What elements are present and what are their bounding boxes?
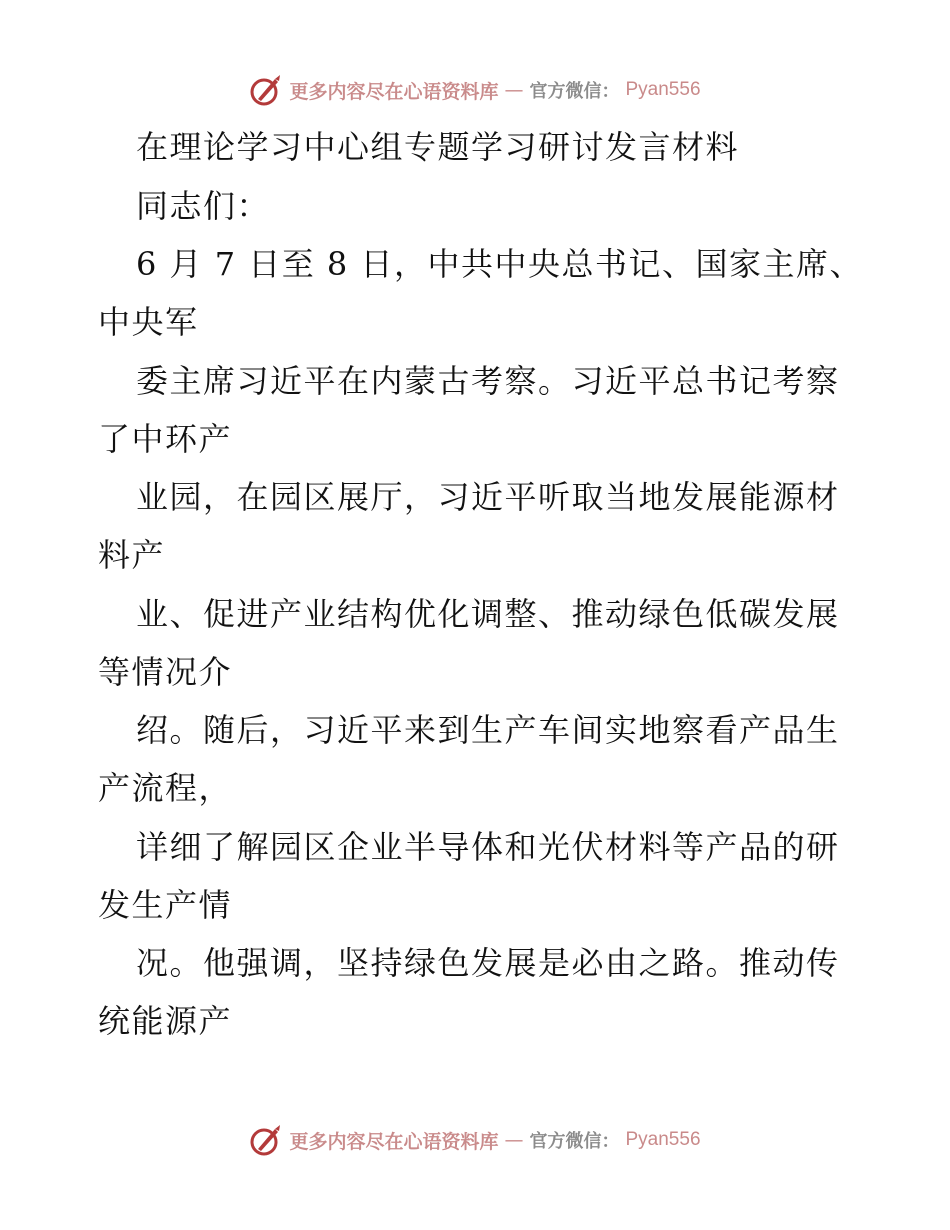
paragraph-line: 统能源产 [98, 1002, 233, 1040]
paragraph-line: 料产 [98, 536, 166, 574]
paragraph-line: 况。他强调，坚持绿色发展是必由之路。推动传 [136, 944, 840, 982]
watermark-dash: — [504, 79, 524, 101]
paragraph-line: 业园，在园区展厅，习近平听取当地发展能源材 [136, 478, 840, 516]
watermark-dash: — [504, 1129, 524, 1151]
paragraph-line: 等情况介 [98, 653, 233, 691]
paragraph-line: 绍。随后，习近平来到生产车间实地察看产品生 [136, 711, 840, 749]
quill-logo-icon [249, 1123, 283, 1157]
watermark-wechat-label: 官方微信： [529, 81, 620, 102]
header-watermark [0, 70, 950, 110]
paragraph-line: 发生产情 [98, 886, 233, 924]
paragraph-line: 中央军 [98, 303, 199, 341]
salutation: 同志们： [136, 187, 271, 225]
paragraph-line: 详细了解园区企业半导体和光伏材料等产品的研 [136, 828, 840, 866]
footer-watermark [0, 1120, 950, 1160]
watermark-wechat-id: Pyan556 [625, 79, 701, 100]
paragraph-line: 委主席习近平在内蒙古考察。习近平总书记考察 [136, 362, 840, 400]
document-title: 在理论学习中心组专题学习研讨发言材料 [136, 128, 740, 166]
paragraph-line: 产流程， [98, 769, 233, 807]
watermark-main-text: 更多内容尽在心语资料库 [289, 80, 499, 103]
paragraph-line: 了中环产 [98, 420, 233, 458]
paragraph-line: 6 月 7 日至 8 日，中共中央总书记、国家主席、 [136, 245, 863, 283]
watermark-wechat-id: Pyan556 [625, 1129, 701, 1150]
paragraph-line: 业、促进产业结构优化调整、推动绿色低碳发展 [136, 595, 840, 633]
watermark-main-text: 更多内容尽在心语资料库 [289, 1130, 499, 1153]
watermark-wechat-label: 官方微信： [529, 1131, 620, 1152]
quill-logo-icon [249, 73, 283, 107]
